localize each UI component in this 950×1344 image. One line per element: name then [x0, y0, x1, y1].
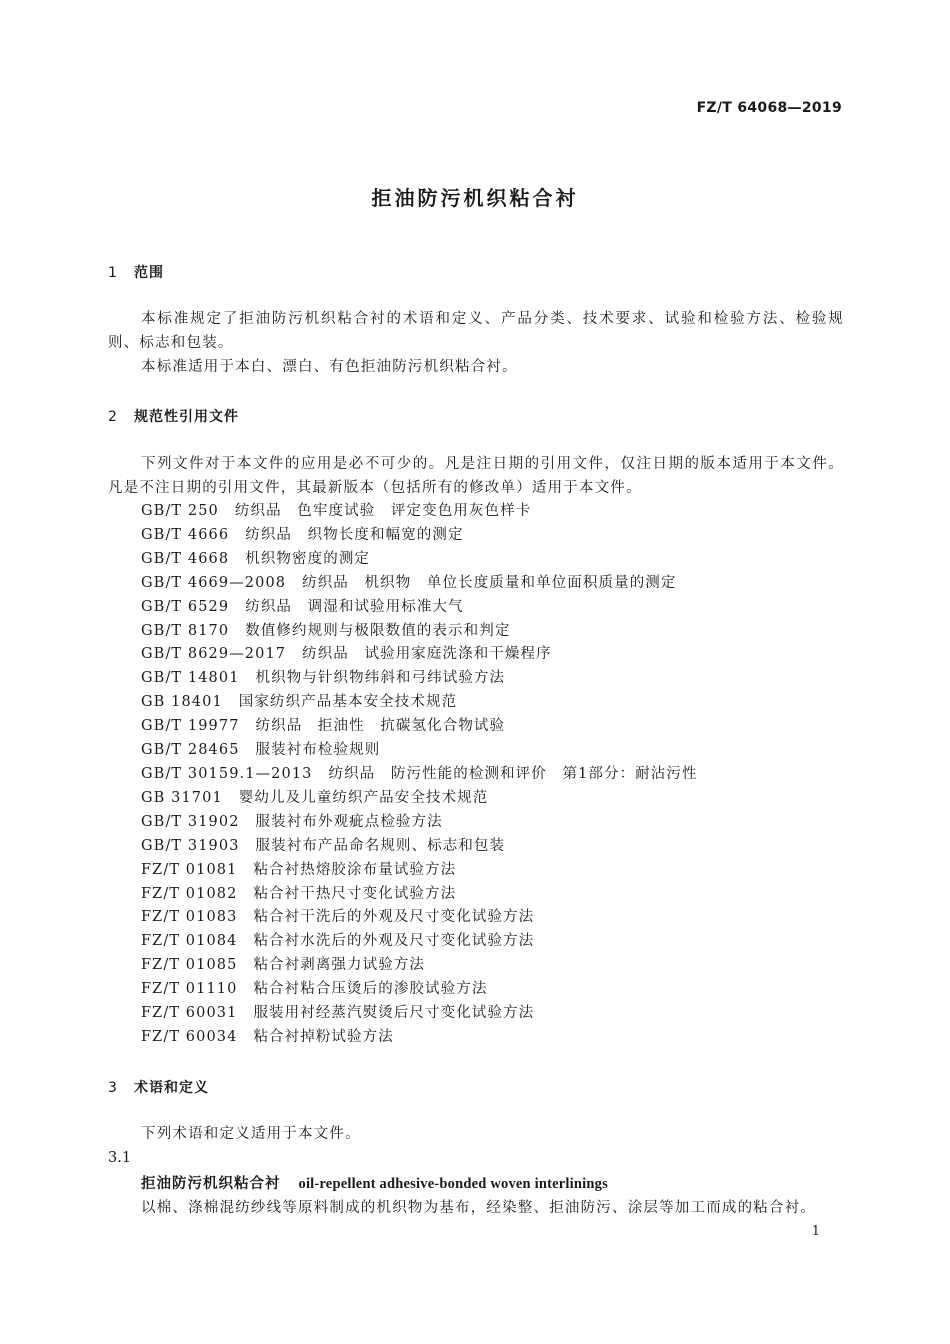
reference-code: FZ/T 01083 [141, 909, 238, 926]
reference-title: 纺织品 色牢度试验 评定变色用灰色样卡 [234, 503, 532, 519]
reference-item [141, 835, 698, 859]
term-heading [141, 1172, 608, 1193]
reference-title: 服装衬布产品命名规则、标志和包装 [255, 837, 506, 854]
reference-item [141, 596, 698, 620]
reference-code: FZ/T 01082 [141, 885, 238, 902]
section-2-title: 规范性引用文件 [134, 409, 239, 425]
reference-code: GB/T 6529 [141, 598, 230, 615]
reference-item [141, 620, 698, 644]
reference-item [141, 906, 698, 930]
reference-code: FZ/T 01081 [141, 861, 238, 878]
reference-code: GB/T 250 [141, 503, 219, 519]
reference-code: GB/T 31903 [141, 837, 240, 854]
reference-item [141, 787, 698, 811]
term-number: 3.1 [108, 1150, 132, 1166]
reference-code: FZ/T 60034 [141, 1028, 238, 1045]
reference-item [141, 715, 698, 739]
reference-title: 数值修约规则与极限数值的表示和判定 [245, 622, 511, 639]
section-2-number: 2 [108, 409, 118, 425]
reference-item [141, 524, 698, 548]
section-1-title: 范围 [134, 265, 164, 281]
reference-title: 粘合衬热熔胶涂布量试验方法 [253, 861, 457, 878]
reference-item [141, 739, 698, 763]
reference-code: GB/T 8170 [141, 622, 230, 639]
reference-code: FZ/T 01110 [141, 981, 238, 998]
reference-item [141, 643, 698, 667]
reference-item [141, 978, 698, 1002]
reference-title: 服装衬布检验规则 [255, 742, 381, 759]
reference-item [141, 1002, 698, 1026]
section-1-paragraph-2: 本标准适用于本白、漂白、有色拒油防污机织粘合衬。 [141, 359, 518, 375]
reference-code: FZ/T 60031 [141, 1005, 238, 1022]
reference-code: FZ/T 01084 [141, 933, 238, 950]
reference-code: GB/T 19977 [141, 718, 240, 735]
reference-title: 粘合衬水洗后的外观及尺寸变化试验方法 [253, 933, 535, 950]
normative-references-list [141, 500, 698, 1050]
reference-title: 粘合衬剥离强力试验方法 [253, 957, 426, 974]
reference-title: 机织物与针织物纬斜和弓纬试验方法 [255, 670, 506, 687]
section-3-title: 术语和定义 [134, 1080, 209, 1096]
section-3-number: 3 [108, 1080, 118, 1096]
reference-code: GB/T 31902 [141, 813, 240, 830]
section-1-paragraph-1: 本标准规定了拒油防污机织粘合衬的术语和定义、产品分类、技术要求、试验和检验方法、检验规则、标志和包装。 [108, 311, 844, 351]
reference-title: 服装衬布外观疵点检验方法 [255, 813, 443, 830]
reference-title: 纺织品 织物长度和幅宽的测定 [245, 526, 464, 543]
reference-item [141, 763, 698, 787]
reference-item [141, 859, 698, 883]
reference-code: GB/T 30159.1—2013 [141, 765, 313, 782]
section-1-number: 1 [108, 265, 118, 281]
reference-code: GB/T 8629—2017 [141, 646, 287, 663]
reference-title: 纺织品 试验用家庭洗涤和干燥程序 [302, 646, 552, 663]
standard-code: FZ/T 64068—2019 [696, 100, 842, 116]
document-title: 拒油防污机织粘合衬 [371, 186, 579, 210]
reference-code: FZ/T 01085 [141, 957, 238, 974]
reference-code: GB/T 28465 [141, 742, 240, 759]
reference-item [141, 667, 698, 691]
reference-item [141, 1026, 698, 1050]
reference-code: GB 31701 [141, 789, 223, 806]
reference-code: GB/T 4668 [141, 550, 230, 567]
reference-item [141, 811, 698, 835]
term-english: oil-repellent adhesive-bonded woven interlinings [298, 1176, 608, 1192]
reference-item [141, 954, 698, 978]
reference-title: 粘合衬掉粉试验方法 [253, 1028, 394, 1045]
reference-title: 服装用衬经蒸汽熨烫后尺寸变化试验方法 [253, 1005, 535, 1022]
reference-item [141, 548, 698, 572]
section-3-intro: 下列术语和定义适用于本文件。 [141, 1126, 361, 1142]
reference-item [141, 572, 698, 596]
reference-title: 婴幼儿及儿童纺织产品安全技术规范 [238, 789, 489, 806]
section-2-heading [108, 406, 239, 426]
term-chinese: 拒油防污机织粘合衬 [141, 1175, 281, 1192]
term-definition: 以棉、涤棉混纺纱线等原料制成的机织物为基布，经染整、拒油防污、涂层等加工而成的粘合衬。 [141, 1200, 817, 1216]
reference-title: 粘合衬干洗后的外观及尺寸变化试验方法 [253, 909, 535, 926]
reference-title: 纺织品 调湿和试验用标准大气 [245, 598, 464, 615]
reference-title: 国家纺织产品基本安全技术规范 [238, 694, 458, 711]
section-1-heading [108, 262, 164, 282]
reference-code: GB/T 4666 [141, 526, 230, 543]
reference-title: 粘合衬粘合压烫后的渗胶试验方法 [253, 981, 488, 998]
reference-item [141, 930, 698, 954]
reference-item [141, 883, 698, 907]
reference-title: 机织物密度的测定 [245, 550, 371, 567]
reference-item [141, 500, 698, 524]
reference-title: 纺织品 防污性能的检测和评价 第1部分：耐沾污性 [328, 765, 698, 782]
section-2-intro: 下列文件对于本文件的应用是必不可少的。凡是注日期的引用文件，仅注日期的版本适用于本文件。凡是不注日期的引用文件，其最新版本（包括所有的修改单）适用于本文件。 [108, 456, 844, 496]
reference-title: 粘合衬干热尺寸变化试验方法 [253, 885, 457, 902]
page-number: 1 [811, 1224, 820, 1239]
reference-item [141, 691, 698, 715]
reference-code: GB 18401 [141, 694, 223, 711]
reference-code: GB/T 14801 [141, 670, 240, 687]
reference-title: 纺织品 机织物 单位长度质量和单位面积质量的测定 [302, 574, 677, 591]
section-3-heading [108, 1077, 209, 1097]
reference-title: 纺织品 拒油性 抗碳氢化合物试验 [255, 718, 506, 735]
reference-code: GB/T 4669—2008 [141, 574, 287, 591]
